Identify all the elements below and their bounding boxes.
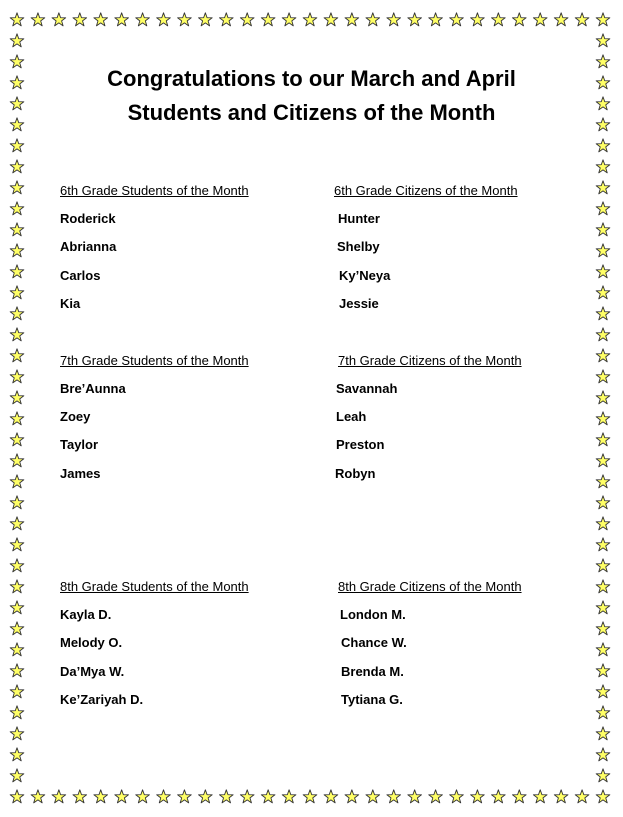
star-icon: [219, 790, 233, 803]
star-icon: [10, 748, 24, 761]
star-icon: [408, 13, 422, 26]
star-icon: [596, 223, 610, 236]
star-icon: [596, 790, 610, 803]
student-7-1: Bre’Aunna: [60, 381, 126, 396]
star-icon: [94, 13, 108, 26]
star-icon: [596, 559, 610, 572]
star-icon: [10, 223, 24, 236]
citizen-8-2: Chance W.: [341, 635, 407, 650]
star-icon: [596, 769, 610, 782]
student-6-1: Roderick: [60, 211, 116, 226]
star-icon: [324, 790, 338, 803]
star-icon: [10, 496, 24, 509]
star-icon: [596, 391, 610, 404]
star-icon: [240, 790, 254, 803]
star-icon: [387, 790, 401, 803]
student-6-4: Kia: [60, 296, 81, 311]
star-icon: [10, 769, 24, 782]
star-icon: [10, 391, 24, 404]
star-icon: [10, 454, 24, 467]
star-icon: [282, 790, 296, 803]
citizen-8-3: Brenda M.: [341, 664, 404, 679]
star-icon: [533, 790, 547, 803]
star-icon: [52, 13, 66, 26]
star-icon: [10, 727, 24, 740]
star-icon: [10, 265, 24, 278]
star-icon: [533, 13, 547, 26]
star-icon: [31, 790, 45, 803]
citizen-7-2: Leah: [336, 409, 367, 424]
star-icon: [554, 13, 568, 26]
star-icon: [596, 643, 610, 656]
star-icon: [94, 790, 108, 803]
star-icon: [10, 790, 24, 803]
star-icon: [596, 265, 610, 278]
star-icon: [345, 13, 359, 26]
star-icon: [73, 790, 87, 803]
star-icon: [115, 13, 129, 26]
star-icon: [596, 580, 610, 593]
star-icon: [10, 433, 24, 446]
star-icon: [596, 370, 610, 383]
star-icon: [596, 496, 610, 509]
student-7-4: James: [60, 466, 101, 481]
star-icon: [178, 13, 192, 26]
star-icon: [554, 790, 568, 803]
star-icon: [596, 475, 610, 488]
star-icon: [10, 286, 24, 299]
star-icon: [199, 790, 213, 803]
star-icon: [366, 790, 380, 803]
citizen-7-4: Robyn: [335, 466, 376, 481]
star-icon: [157, 790, 171, 803]
student-7-2: Zoey: [60, 409, 91, 424]
title-line-2: Students and Citizens of the Month: [127, 100, 496, 125]
heading-7th-students: 7th Grade Students of the Month: [60, 353, 249, 368]
star-icon: [408, 790, 422, 803]
star-icon: [52, 790, 66, 803]
star-icon: [10, 622, 24, 635]
star-icon: [10, 664, 24, 677]
star-icon: [10, 370, 24, 383]
star-icon: [10, 160, 24, 173]
star-icon: [303, 13, 317, 26]
star-icon: [471, 13, 485, 26]
student-8-2: Melody O.: [60, 635, 123, 650]
citizen-6-4: Jessie: [339, 296, 379, 311]
star-icon: [115, 790, 129, 803]
star-icon: [10, 643, 24, 656]
star-icon: [596, 664, 610, 677]
star-icon: [10, 559, 24, 572]
star-icon: [10, 349, 24, 362]
page-title: [0, 62, 623, 130]
star-icon: [450, 790, 464, 803]
star-icon: [596, 349, 610, 362]
star-icon: [136, 790, 150, 803]
star-icon: [387, 13, 401, 26]
heading-6th-citizens: 6th Grade Citizens of the Month: [334, 183, 518, 198]
student-6-3: Carlos: [60, 268, 101, 283]
citizen-8-1: London M.: [340, 607, 406, 622]
heading-6th-students: 6th Grade Students of the Month: [60, 183, 249, 198]
star-icon: [512, 790, 526, 803]
star-icon: [596, 727, 610, 740]
star-icon: [261, 790, 275, 803]
star-icon: [345, 790, 359, 803]
star-icon: [324, 13, 338, 26]
student-8-4: Ke’Zariyah D.: [60, 692, 144, 707]
student-6-2: Abrianna: [60, 239, 117, 254]
star-icon: [10, 475, 24, 488]
star-icon: [596, 748, 610, 761]
star-icon: [73, 13, 87, 26]
star-icon: [492, 790, 506, 803]
star-icon: [261, 13, 275, 26]
star-icon: [219, 13, 233, 26]
star-icon: [575, 13, 589, 26]
star-icon: [10, 307, 24, 320]
star-icon: [596, 517, 610, 530]
star-icon: [596, 244, 610, 257]
star-icon: [596, 601, 610, 614]
star-icon: [596, 412, 610, 425]
star-icon: [10, 328, 24, 341]
citizen-6-3: Ky’Neya: [339, 268, 391, 283]
star-icon: [429, 790, 443, 803]
star-icon: [596, 433, 610, 446]
star-icon: [596, 202, 610, 215]
star-icon: [10, 580, 24, 593]
star-icon: [136, 13, 150, 26]
star-icon: [596, 139, 610, 152]
star-icon: [31, 13, 45, 26]
star-icon: [596, 538, 610, 551]
heading-8th-students: 8th Grade Students of the Month: [60, 579, 249, 594]
student-7-3: Taylor: [60, 437, 99, 452]
star-icon: [471, 790, 485, 803]
star-icon: [596, 34, 610, 47]
star-icon: [596, 706, 610, 719]
citizen-6-2: Shelby: [337, 239, 380, 254]
star-icon: [10, 139, 24, 152]
star-icon: [157, 13, 171, 26]
star-icon: [10, 685, 24, 698]
star-icon: [596, 685, 610, 698]
star-icon: [596, 622, 610, 635]
star-icon: [596, 454, 610, 467]
star-icon: [596, 307, 610, 320]
star-icon: [596, 181, 610, 194]
star-icon: [10, 202, 24, 215]
heading-7th-citizens: 7th Grade Citizens of the Month: [338, 353, 522, 368]
citizen-7-3: Preston: [336, 437, 385, 452]
star-icon: [596, 160, 610, 173]
star-icon: [240, 13, 254, 26]
star-icon: [429, 13, 443, 26]
star-icon: [199, 13, 213, 26]
star-icon: [10, 181, 24, 194]
star-icon: [10, 244, 24, 257]
star-icon: [492, 13, 506, 26]
student-8-3: Da’Mya W.: [60, 664, 125, 679]
star-icon: [512, 13, 526, 26]
star-icon: [282, 13, 296, 26]
star-icon: [10, 706, 24, 719]
star-icon: [10, 34, 24, 47]
star-icon: [450, 13, 464, 26]
citizen-6-1: Hunter: [338, 211, 380, 226]
star-icon: [178, 790, 192, 803]
star-icon: [10, 13, 24, 26]
star-icon: [303, 790, 317, 803]
star-icon: [10, 517, 24, 530]
star-icon: [10, 601, 24, 614]
title-line-1: Congratulations to our March and April: [107, 66, 516, 91]
student-8-1: Kayla D.: [60, 607, 112, 622]
star-icon: [596, 286, 610, 299]
star-icon: [596, 328, 610, 341]
star-icon: [10, 412, 24, 425]
citizen-8-4: Tytiana G.: [341, 692, 403, 707]
star-icon: [366, 13, 380, 26]
citizen-7-1: Savannah: [336, 381, 398, 396]
heading-8th-citizens: 8th Grade Citizens of the Month: [338, 579, 522, 594]
star-icon: [10, 538, 24, 551]
star-icon: [596, 13, 610, 26]
star-icon: [575, 790, 589, 803]
